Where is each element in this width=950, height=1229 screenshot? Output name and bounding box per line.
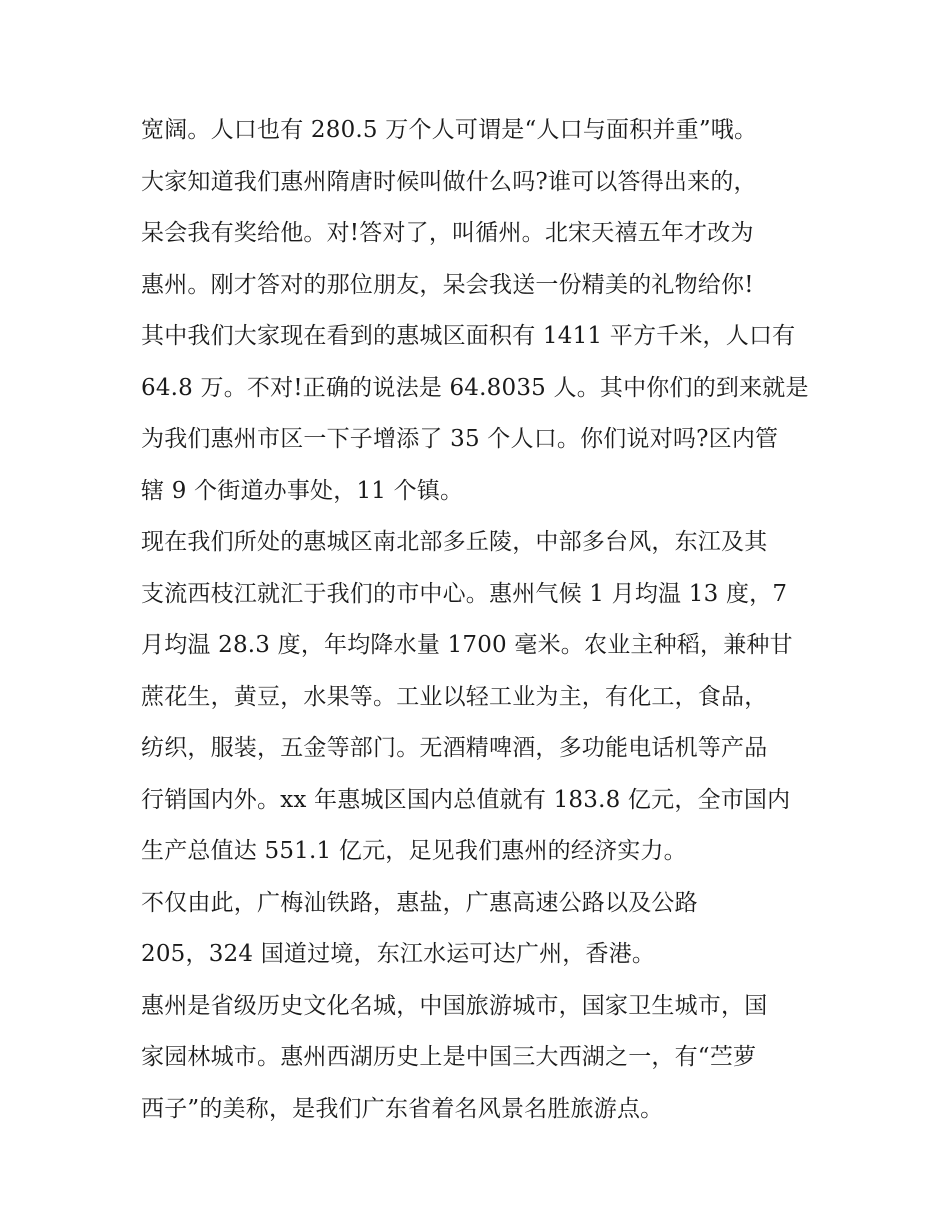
text-line: 支流西枝江就汇于我们的市中心。惠州气候 1 月均温 13 度，7: [141, 580, 788, 607]
text-line: 行销国内外。xx 年惠城区国内总值就有 183.8 亿元，全市国内: [141, 786, 791, 813]
text-line: 蔗花生，黄豆，水果等。工业以轻工业为主，有化工，食品，: [141, 683, 768, 710]
text-line: 纺织，服装，五金等部门。无酒精啤酒，多功能电话机等产品: [141, 735, 768, 761]
text-line: 家园林城市。惠州西湖历史上是中国三大西湖之一，有“苎萝: [141, 1044, 757, 1070]
text-line: 惠州。刚才答对的那位朋友，呆会我送一份精美的礼物给你!: [141, 271, 754, 298]
text-line: 生产总值达 551.1 亿元，足见我们惠州的经济实力。: [141, 838, 687, 864]
text-line: 205，324 国道过境，东江水运可达广州，香港。: [141, 941, 656, 967]
text-line: 为我们惠州市区一下子增添了 35 个人口。你们说对吗?区内管: [141, 426, 779, 452]
text-line: 大家知道我们惠州隋唐时候叫做什么吗?谁可以答得出来的，: [141, 168, 757, 195]
text-line: 现在我们所处的惠城区南北部多丘陵，中部多台风，东江及其: [141, 529, 768, 555]
text-line: 辖 9 个街道办事处，11 个镇。: [141, 477, 464, 504]
text-line: 呆会我有奖给他。对!答对了，叫循州。北宋天禧五年才改为: [141, 220, 754, 246]
text-line: 宽阔。人口也有 280.5 万个人可谓是“人口与面积并重”哦。: [141, 117, 758, 143]
text-line: 惠州是省级历史文化名城，中国旅游城市，国家卫生城市，国: [141, 992, 768, 1019]
text-line: 西子”的美称，是我们广东省着名风景名胜旅游点。: [141, 1095, 664, 1122]
text-line: 其中我们大家现在看到的惠城区面积有 1411 平方千米，人口有: [141, 323, 796, 349]
text-line: 月均温 28.3 度，年均降水量 1700 毫米。农业主种稻，兼种甘: [141, 632, 793, 658]
body-text: [141, 105, 821, 1135]
text-line: 64.8 万。不对!正确的说法是 64.8035 人。其中你们的到来就是: [141, 374, 809, 401]
text-line: 不仅由此，广梅汕铁路，惠盐，广惠高速公路以及公路: [141, 889, 698, 916]
